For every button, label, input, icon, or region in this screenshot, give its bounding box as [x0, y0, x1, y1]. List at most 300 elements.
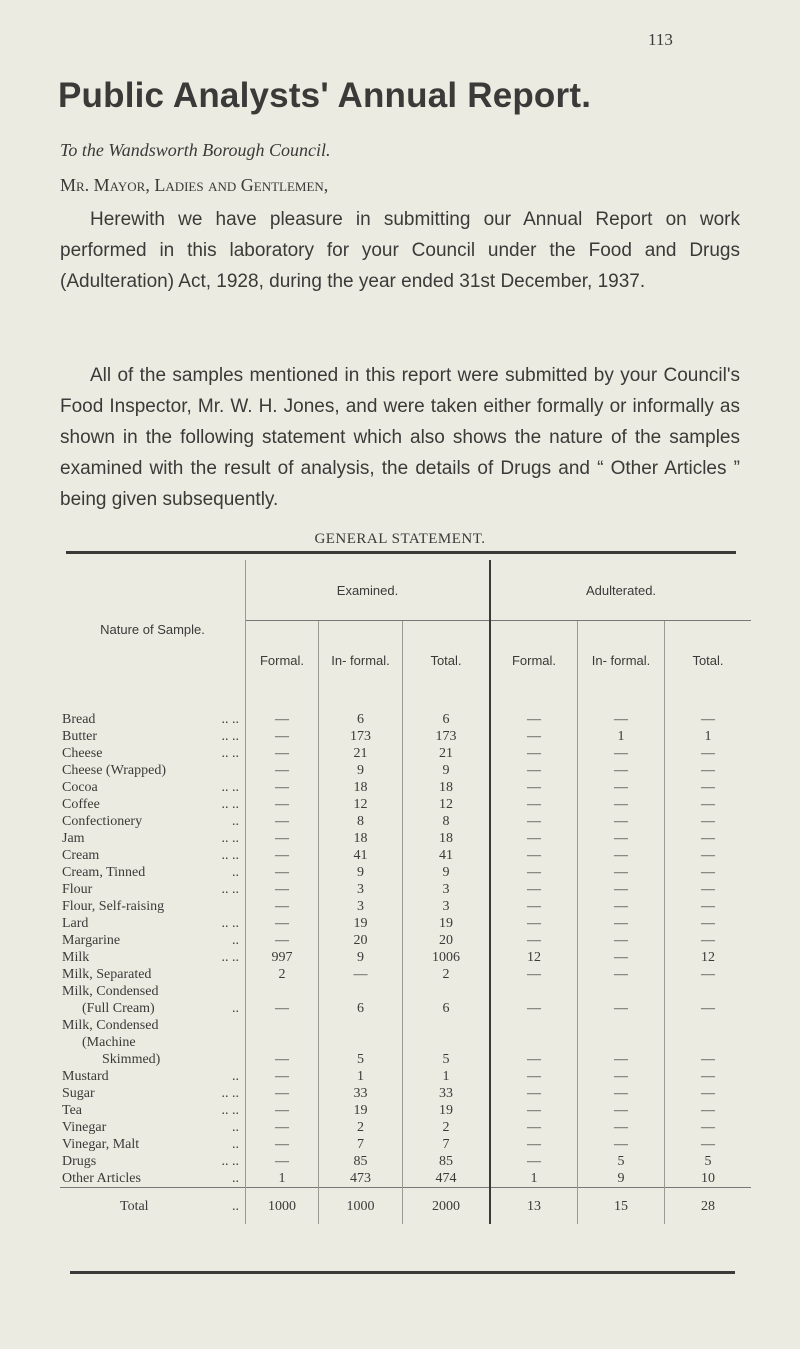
leader-dots: .. .. [221, 950, 239, 965]
sample-name [60, 745, 246, 762]
table-row [60, 949, 751, 966]
cell-adulterated-informal: — [578, 881, 665, 898]
leader-dots: .. .. [221, 1103, 239, 1118]
sample-name-text: Vinegar, Malt [62, 1137, 140, 1152]
sample-name-text: Sugar [62, 1086, 95, 1101]
sample-name-text: Milk, Condensed [62, 1018, 159, 1033]
cell-adulterated-informal: — [578, 898, 665, 915]
table-row [60, 830, 751, 847]
table-row [60, 1017, 751, 1068]
cell-examined-formal: — [246, 762, 319, 779]
sample-name-text: Flour [62, 882, 93, 897]
total-examined-total: 2000 [403, 1188, 491, 1225]
leader-dots: .. .. [221, 1154, 239, 1169]
sample-name [60, 949, 246, 966]
cell-examined-formal: — [246, 779, 319, 796]
sample-name-text: Coffee [62, 797, 100, 812]
sample-name [60, 983, 246, 1017]
sample-name [60, 779, 246, 796]
table-row [60, 932, 751, 949]
table-row [60, 915, 751, 932]
sample-name-text: Butter [62, 729, 97, 744]
cell-examined-informal: 18 [319, 779, 403, 796]
sample-name-line [62, 762, 245, 779]
cell-adulterated-total: — [665, 881, 752, 898]
leader-dots: .. .. [221, 882, 239, 897]
cell-examined-total: 173 [403, 728, 491, 745]
header-adulterated-total: Total. [665, 621, 752, 700]
cell-adulterated-formal: — [490, 881, 578, 898]
sample-name-text: Vinegar [62, 1120, 107, 1135]
cell-examined-total: 5 [403, 1017, 491, 1068]
header-adulterated-informal: In- formal. [578, 621, 665, 700]
sample-name-line [62, 1034, 245, 1051]
leader-dots: .. .. [221, 916, 239, 931]
cell-adulterated-total: — [665, 830, 752, 847]
cell-adulterated-informal: — [578, 864, 665, 881]
cell-adulterated-formal: — [490, 898, 578, 915]
cell-examined-informal: 19 [319, 915, 403, 932]
leader-dots: .. [232, 1069, 239, 1084]
cell-examined-total: 2 [403, 1119, 491, 1136]
sample-name-text: Jam [62, 831, 85, 846]
cell-adulterated-total: — [665, 898, 752, 915]
cell-adulterated-informal: — [578, 699, 665, 728]
sample-name-text: Cream, Tinned [62, 865, 146, 880]
leader-dots: .. [232, 1120, 239, 1135]
cell-adulterated-total: — [665, 1068, 752, 1085]
table-row [60, 847, 751, 864]
header-examined-total: Total. [403, 621, 491, 700]
cell-adulterated-total: — [665, 699, 752, 728]
cell-examined-informal: 20 [319, 932, 403, 949]
total-adulterated-total: 28 [665, 1188, 752, 1225]
leader-dots: .. .. [221, 729, 239, 744]
sample-name-line [62, 949, 245, 966]
cell-examined-formal: — [246, 1119, 319, 1136]
sample-name-text: Cocoa [62, 780, 98, 795]
cell-examined-informal: 18 [319, 830, 403, 847]
cell-adulterated-informal: — [578, 796, 665, 813]
cell-adulterated-formal: — [490, 762, 578, 779]
cell-examined-total: 2 [403, 966, 491, 983]
cell-examined-informal: 3 [319, 881, 403, 898]
sample-name-line [62, 728, 245, 745]
cell-examined-formal: — [246, 1068, 319, 1085]
sample-name-line [62, 1102, 245, 1119]
cell-examined-total: 41 [403, 847, 491, 864]
cell-examined-formal: — [246, 881, 319, 898]
table-row [60, 745, 751, 762]
cell-examined-informal: — [319, 966, 403, 983]
cell-examined-total: 1006 [403, 949, 491, 966]
cell-examined-formal: — [246, 915, 319, 932]
table-bottom-rule [70, 1271, 735, 1274]
cell-examined-formal: — [246, 864, 319, 881]
cell-examined-informal: 9 [319, 864, 403, 881]
sample-name-line [62, 830, 245, 847]
cell-examined-formal: — [246, 932, 319, 949]
sample-name [60, 847, 246, 864]
total-adulterated-formal: 13 [490, 1188, 578, 1225]
cell-examined-informal: 6 [319, 699, 403, 728]
cell-adulterated-informal: — [578, 1119, 665, 1136]
page-title: Public Analysts' Annual Report. [58, 76, 592, 115]
cell-examined-total: 18 [403, 779, 491, 796]
sample-name-line [62, 864, 245, 881]
sample-name-text: Bread [62, 712, 96, 727]
cell-adulterated-informal: — [578, 745, 665, 762]
total-label [60, 1188, 246, 1225]
cell-adulterated-total: 10 [665, 1170, 752, 1188]
cell-examined-formal: — [246, 728, 319, 745]
sample-name-line [62, 1153, 245, 1170]
cell-examined-formal: — [246, 830, 319, 847]
total-label-text: Total [120, 1198, 149, 1214]
cell-adulterated-informal: — [578, 813, 665, 830]
cell-adulterated-formal: 12 [490, 949, 578, 966]
cell-adulterated-total: 12 [665, 949, 752, 966]
cell-adulterated-informal: 9 [578, 1170, 665, 1188]
leader-dots: .. .. [221, 780, 239, 795]
cell-adulterated-formal: — [490, 847, 578, 864]
sample-name-text: Flour, Self-raising [62, 899, 165, 914]
sample-name [60, 830, 246, 847]
table-row [60, 898, 751, 915]
cell-adulterated-total: — [665, 745, 752, 762]
sample-name-text: Skimmed) [102, 1052, 161, 1067]
cell-examined-formal: — [246, 847, 319, 864]
table-row [60, 728, 751, 745]
sample-name-line [62, 1017, 245, 1034]
paragraph-1 [60, 204, 740, 297]
cell-adulterated-informal: 5 [578, 1153, 665, 1170]
cell-examined-total: 20 [403, 932, 491, 949]
table-top-rule [66, 551, 736, 554]
cell-adulterated-formal: — [490, 779, 578, 796]
cell-adulterated-total: — [665, 932, 752, 949]
cell-adulterated-total: — [665, 983, 752, 1017]
cell-adulterated-total: — [665, 864, 752, 881]
cell-adulterated-total: — [665, 1017, 752, 1068]
cell-adulterated-total: — [665, 847, 752, 864]
cell-adulterated-formal: — [490, 745, 578, 762]
cell-examined-informal: 85 [319, 1153, 403, 1170]
cell-examined-informal: 7 [319, 1136, 403, 1153]
cell-adulterated-formal: — [490, 864, 578, 881]
general-statement-table [60, 560, 751, 1224]
cell-examined-total: 9 [403, 864, 491, 881]
leader-dots: .. [232, 814, 239, 829]
sample-name [60, 1136, 246, 1153]
leader-dots: .. [232, 865, 239, 880]
leader-dots: .. .. [221, 831, 239, 846]
leader-dots: .. .. [221, 712, 239, 727]
cell-examined-informal: 33 [319, 1085, 403, 1102]
sample-name-text: Tea [62, 1103, 83, 1118]
cell-examined-total: 8 [403, 813, 491, 830]
cell-adulterated-informal: — [578, 1085, 665, 1102]
cell-adulterated-total: — [665, 966, 752, 983]
salutation: Mr. Mayor, Ladies and Gentlemen, [60, 175, 329, 195]
sample-name-line [62, 915, 245, 932]
total-adulterated-informal: 15 [578, 1188, 665, 1225]
cell-examined-informal: 2 [319, 1119, 403, 1136]
header-examined: Examined. [246, 560, 491, 621]
sample-name-line [62, 932, 245, 949]
sample-name-text: Cream [62, 848, 100, 863]
sample-name [60, 1102, 246, 1119]
total-examined-informal: 1000 [319, 1188, 403, 1225]
cell-adulterated-total: — [665, 1102, 752, 1119]
cell-examined-total: 7 [403, 1136, 491, 1153]
table-caption: GENERAL STATEMENT. [314, 531, 486, 547]
sample-name-text: Drugs [62, 1154, 97, 1169]
table-row [60, 966, 751, 983]
cell-examined-informal: 5 [319, 1017, 403, 1068]
sample-name [60, 966, 246, 983]
cell-examined-formal: — [246, 699, 319, 728]
cell-adulterated-formal: — [490, 813, 578, 830]
cell-examined-formal: — [246, 745, 319, 762]
cell-adulterated-total: — [665, 915, 752, 932]
header-adulterated-formal: Formal. [490, 621, 578, 700]
cell-adulterated-total: — [665, 762, 752, 779]
leader-dots: .. .. [221, 848, 239, 863]
sample-name [60, 1153, 246, 1170]
cell-adulterated-informal: — [578, 847, 665, 864]
cell-examined-total: 33 [403, 1085, 491, 1102]
cell-adulterated-formal: — [490, 830, 578, 847]
sample-name-text: (Full Cream) [82, 1001, 155, 1016]
cell-adulterated-total: — [665, 1136, 752, 1153]
table-row [60, 983, 751, 1017]
cell-adulterated-total: 5 [665, 1153, 752, 1170]
cell-examined-formal: — [246, 796, 319, 813]
paragraph-text: Herewith we have pleasure in submitting our Annual Report on work performed in this laboratory for your Council under the Food and Drugs (Adulteration) Act, 1928, during the year ended 31st December, 1937. [60, 209, 740, 292]
leader-dots: .. [232, 1171, 239, 1186]
sample-name-text: Milk [62, 950, 90, 965]
sample-name-text: Milk, Separated [62, 967, 152, 982]
cell-examined-informal: 173 [319, 728, 403, 745]
cell-adulterated-informal: — [578, 966, 665, 983]
header-examined-formal: Formal. [246, 621, 319, 700]
cell-examined-formal: — [246, 1136, 319, 1153]
cell-adulterated-informal: — [578, 949, 665, 966]
cell-adulterated-formal: — [490, 796, 578, 813]
cell-adulterated-formal: — [490, 699, 578, 728]
cell-adulterated-total: — [665, 813, 752, 830]
addressee: To the Wandsworth Borough Council. [60, 140, 331, 160]
cell-examined-informal: 6 [319, 983, 403, 1017]
sample-name-line [62, 898, 245, 915]
sample-name-line [62, 847, 245, 864]
cell-adulterated-formal: — [490, 1119, 578, 1136]
sample-name-text: Confectionery [62, 814, 143, 829]
cell-examined-informal: 12 [319, 796, 403, 813]
cell-adulterated-formal: — [490, 966, 578, 983]
table-row [60, 1102, 751, 1119]
sample-name-line [62, 966, 245, 983]
total-examined-formal: 1000 [246, 1188, 319, 1225]
cell-examined-total: 6 [403, 699, 491, 728]
cell-examined-total: 19 [403, 915, 491, 932]
cell-adulterated-informal: — [578, 779, 665, 796]
sample-name-line [62, 1119, 245, 1136]
sample-name [60, 762, 246, 779]
cell-adulterated-informal: — [578, 1136, 665, 1153]
page-number: 113 [648, 30, 673, 49]
cell-adulterated-informal: 1 [578, 728, 665, 745]
sample-name-text: Other Articles [62, 1171, 141, 1186]
sample-name [60, 813, 246, 830]
sample-name-text: Mustard [62, 1069, 109, 1084]
leader-dots: .. [232, 933, 239, 948]
table-row [60, 864, 751, 881]
cell-examined-total: 6 [403, 983, 491, 1017]
table-row [60, 779, 751, 796]
sample-name [60, 728, 246, 745]
sample-name [60, 699, 246, 728]
sample-name [60, 796, 246, 813]
sample-name-text: Milk, Condensed [62, 984, 159, 999]
leader-dots: .. .. [221, 746, 239, 761]
table-row [60, 1153, 751, 1170]
table-row [60, 1119, 751, 1136]
sample-name [60, 1068, 246, 1085]
leader-dots: .. .. [221, 797, 239, 812]
sample-name-line [62, 1136, 245, 1153]
sample-name-line [62, 881, 245, 898]
cell-adulterated-formal: — [490, 1068, 578, 1085]
paragraph-text: All of the samples mentioned in this report were submitted by your Council's Food Inspector, Mr. W. H. Jones, and were taken either formally or informally as shown in the following statement which also shows the nature of the samples examined with the result of analysis, the details of Drugs and “ Other Articles ” being given subsequently. [60, 365, 740, 510]
sample-name-line [62, 711, 245, 728]
cell-adulterated-formal: — [490, 1153, 578, 1170]
cell-examined-total: 9 [403, 762, 491, 779]
sample-name-line [62, 796, 245, 813]
cell-examined-formal: — [246, 1085, 319, 1102]
table-row [60, 881, 751, 898]
sample-name-line [62, 745, 245, 762]
sample-name-text: (Machine [82, 1035, 136, 1050]
cell-examined-informal: 41 [319, 847, 403, 864]
sample-name-line [62, 1068, 245, 1085]
cell-examined-total: 474 [403, 1170, 491, 1188]
table-row [60, 813, 751, 830]
cell-examined-total: 12 [403, 796, 491, 813]
cell-examined-total: 3 [403, 898, 491, 915]
total-row [60, 1188, 751, 1225]
sample-name-text: Lard [62, 916, 89, 931]
sample-name-text: Margarine [62, 933, 121, 948]
cell-adulterated-informal: — [578, 983, 665, 1017]
cell-adulterated-total: — [665, 779, 752, 796]
cell-examined-total: 18 [403, 830, 491, 847]
cell-adulterated-informal: — [578, 762, 665, 779]
cell-examined-formal: 1 [246, 1170, 319, 1188]
leader-dots: .. .. [221, 1086, 239, 1101]
sample-name [60, 898, 246, 915]
cell-adulterated-formal: — [490, 1136, 578, 1153]
leader-dots: .. [232, 1001, 239, 1016]
sample-name-line [62, 1000, 245, 1017]
cell-examined-formal: — [246, 983, 319, 1017]
sample-name [60, 864, 246, 881]
sample-name [60, 1085, 246, 1102]
cell-examined-total: 3 [403, 881, 491, 898]
sample-name [60, 1170, 246, 1188]
leader-dots: .. [232, 1137, 239, 1152]
cell-adulterated-informal: — [578, 1017, 665, 1068]
cell-examined-total: 1 [403, 1068, 491, 1085]
header-examined-informal: In- formal. [319, 621, 403, 700]
cell-examined-informal: 8 [319, 813, 403, 830]
sample-name-line [62, 1051, 245, 1068]
cell-examined-informal: 3 [319, 898, 403, 915]
table-row [60, 1068, 751, 1085]
table-body [60, 699, 751, 1224]
cell-examined-informal: 9 [319, 949, 403, 966]
sample-name [60, 932, 246, 949]
cell-examined-formal: — [246, 1102, 319, 1119]
cell-adulterated-formal: — [490, 915, 578, 932]
sample-name-text: Cheese (Wrapped) [62, 763, 166, 778]
sample-name [60, 881, 246, 898]
cell-adulterated-formal: — [490, 1085, 578, 1102]
cell-adulterated-informal: — [578, 932, 665, 949]
cell-adulterated-informal: — [578, 830, 665, 847]
sample-name-line [62, 1170, 245, 1187]
table-row [60, 699, 751, 728]
sample-name [60, 915, 246, 932]
cell-adulterated-formal: — [490, 932, 578, 949]
cell-examined-formal: — [246, 1017, 319, 1068]
cell-examined-total: 21 [403, 745, 491, 762]
cell-examined-total: 19 [403, 1102, 491, 1119]
sample-name [60, 1017, 246, 1068]
table-row [60, 1136, 751, 1153]
cell-examined-total: 85 [403, 1153, 491, 1170]
cell-adulterated-informal: — [578, 1102, 665, 1119]
cell-examined-formal: — [246, 898, 319, 915]
cell-adulterated-formal: — [490, 1102, 578, 1119]
sample-name-text: Cheese [62, 746, 103, 761]
header-adulterated: Adulterated. [490, 560, 751, 621]
cell-examined-formal: — [246, 1153, 319, 1170]
header-nature: Nature of Sample. [100, 622, 205, 637]
sample-name-line [62, 983, 245, 1000]
cell-examined-formal: — [246, 813, 319, 830]
cell-examined-informal: 1 [319, 1068, 403, 1085]
cell-adulterated-formal: — [490, 983, 578, 1017]
cell-adulterated-informal: — [578, 1068, 665, 1085]
sample-name-line [62, 813, 245, 830]
cell-adulterated-total: — [665, 796, 752, 813]
cell-examined-formal: 2 [246, 966, 319, 983]
cell-adulterated-total: 1 [665, 728, 752, 745]
cell-examined-informal: 9 [319, 762, 403, 779]
sample-name-line [62, 779, 245, 796]
cell-examined-informal: 473 [319, 1170, 403, 1188]
cell-adulterated-informal: — [578, 915, 665, 932]
cell-adulterated-total: — [665, 1119, 752, 1136]
paragraph-2 [60, 360, 740, 515]
table-row [60, 796, 751, 813]
table-row [60, 762, 751, 779]
cell-adulterated-formal: — [490, 728, 578, 745]
table-row [60, 1085, 751, 1102]
leader-dots: .. [232, 1198, 239, 1214]
